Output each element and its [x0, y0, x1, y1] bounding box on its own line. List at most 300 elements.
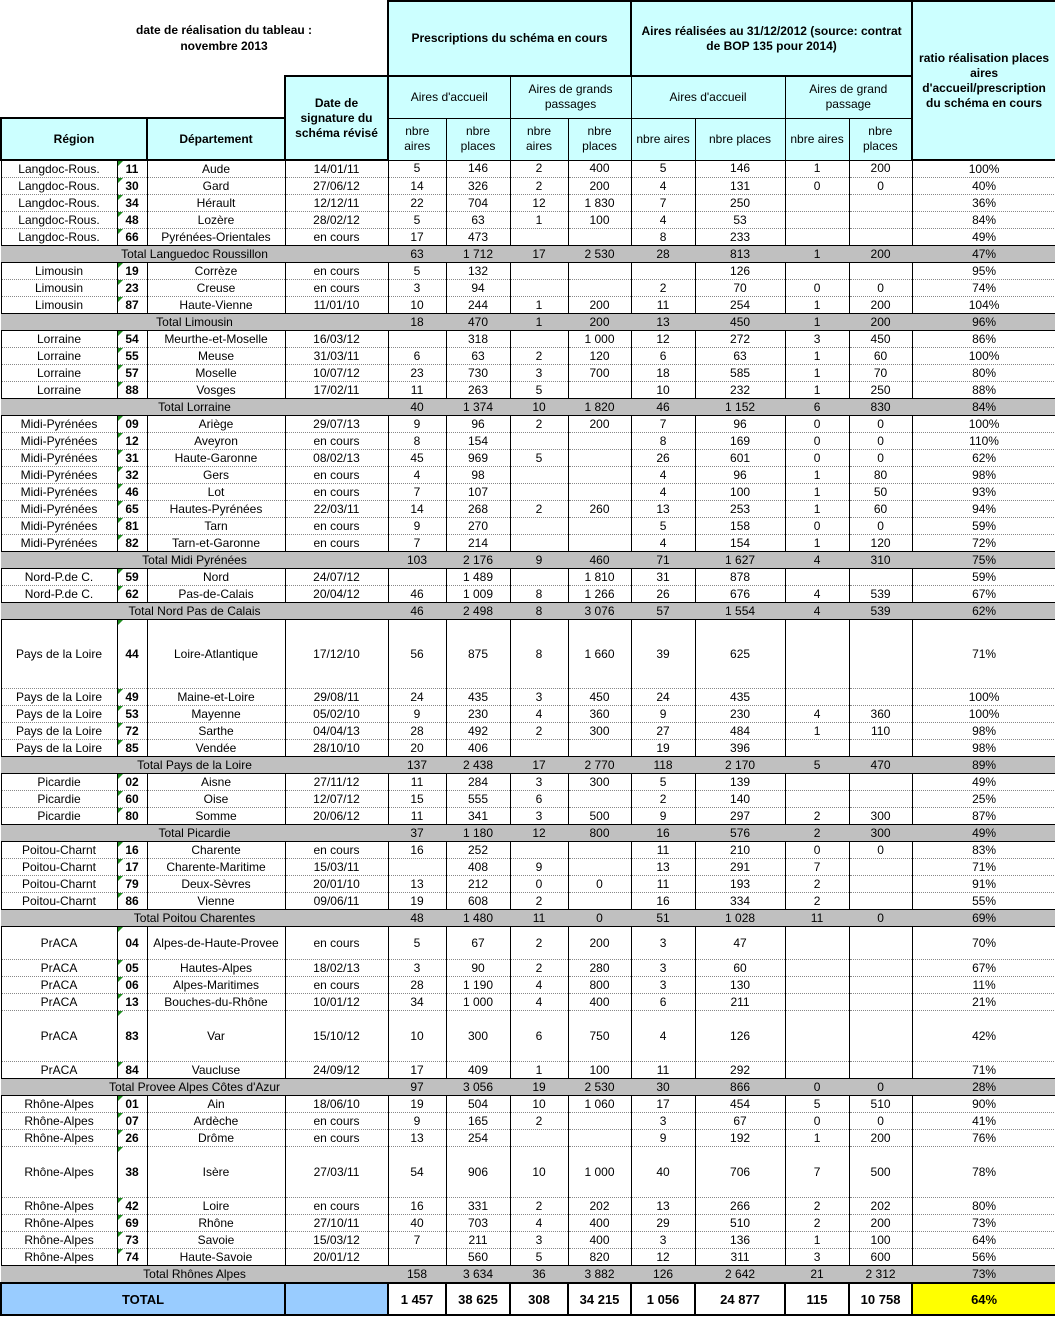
gp-cell: 300 — [568, 774, 631, 791]
signature-date-cell: 15/10/12 — [285, 1011, 388, 1062]
subtotal-label: Total Provee Alpes Côtes d'Azur — [1, 1079, 388, 1096]
region-cell: Poitou-Charnt — [1, 876, 117, 893]
pp-cell: 470 — [446, 314, 510, 331]
ra-cell: 71 — [631, 552, 695, 569]
ratio-cell: 73% — [912, 1266, 1055, 1284]
rp-cell: 158 — [695, 518, 785, 535]
gp-cell: 2 530 — [568, 1079, 631, 1096]
table-row — [1, 1249, 1055, 1266]
ga-cell — [510, 280, 568, 297]
region-cell: Pays de la Loire — [1, 723, 117, 740]
rga-cell: 0 — [785, 518, 849, 535]
ratio-cell: 71% — [912, 859, 1055, 876]
ga-cell: 9 — [510, 552, 568, 569]
rga-cell: 2 — [785, 808, 849, 825]
signature-date-cell: 10/01/12 — [285, 994, 388, 1011]
pa-cell: 40 — [388, 399, 446, 416]
rgp-cell: 360 — [849, 706, 912, 723]
rga-cell: 1 — [785, 246, 849, 263]
rgp-cell — [849, 229, 912, 246]
ra-cell: 4 — [631, 535, 695, 552]
ratio-cell: 80% — [912, 365, 1055, 382]
pa-cell: 4 — [388, 467, 446, 484]
ratio-cell: 104% — [912, 297, 1055, 314]
table-row — [1, 586, 1055, 603]
department-cell: Creuse — [147, 280, 285, 297]
rp-cell: 230 — [695, 706, 785, 723]
pa-cell: 17 — [388, 1062, 446, 1079]
table-row — [1, 501, 1055, 518]
rga-cell: 1 — [785, 484, 849, 501]
dept-number-cell: 80 — [117, 808, 147, 825]
nbre-places-header: nbre places — [446, 118, 510, 160]
department-cell: Ariège — [147, 416, 285, 433]
pp-cell: 492 — [446, 723, 510, 740]
grand-total-pa: 1 457 — [388, 1283, 446, 1315]
department-cell: Corrèze — [147, 263, 285, 280]
pp-cell: 906 — [446, 1147, 510, 1198]
ratio-cell: 83% — [912, 842, 1055, 859]
rga-cell: 4 — [785, 706, 849, 723]
dept-number-cell: 86 — [117, 893, 147, 910]
pp-cell: 67 — [446, 927, 510, 960]
rgp-cell: 470 — [849, 757, 912, 774]
table-row — [1, 263, 1055, 280]
region-cell: Limousin — [1, 280, 117, 297]
rga-cell: 0 — [785, 1113, 849, 1130]
gp-cell: 400 — [568, 160, 631, 178]
table-row — [1, 160, 1055, 178]
gp-cell — [568, 842, 631, 859]
ratio-cell: 87% — [912, 808, 1055, 825]
ratio-cell: 64% — [912, 1232, 1055, 1249]
rp-cell: 139 — [695, 774, 785, 791]
pp-cell: 318 — [446, 331, 510, 348]
rgp-cell — [849, 876, 912, 893]
department-cell: Maine-et-Loire — [147, 689, 285, 706]
rga-cell: 5 — [785, 1096, 849, 1113]
ra-cell: 4 — [631, 484, 695, 501]
prescr-grands-passages-header: Aires de grands passages — [510, 76, 631, 118]
department-cell: Aude — [147, 160, 285, 178]
rga-cell: 0 — [785, 842, 849, 859]
ra-cell: 13 — [631, 501, 695, 518]
rp-cell: 1 152 — [695, 399, 785, 416]
pa-cell: 10 — [388, 1011, 446, 1062]
pa-cell — [388, 1249, 446, 1266]
rga-cell — [785, 994, 849, 1011]
ra-cell: 13 — [631, 1198, 695, 1215]
pa-cell: 48 — [388, 910, 446, 927]
prescriptions-header: Prescriptions du schéma en cours — [388, 1, 631, 76]
signature-date-cell: en cours — [285, 1198, 388, 1215]
department-cell: Gers — [147, 467, 285, 484]
gp-cell: 2 530 — [568, 246, 631, 263]
rga-cell: 2 — [785, 893, 849, 910]
signature-date-cell: en cours — [285, 1113, 388, 1130]
signature-date-cell: 10/07/12 — [285, 365, 388, 382]
dept-number-cell: 09 — [117, 416, 147, 433]
dept-number-cell: 48 — [117, 212, 147, 229]
dept-number-cell: 49 — [117, 689, 147, 706]
table-row — [1, 706, 1055, 723]
gp-cell: 1 820 — [568, 399, 631, 416]
signature-date-cell: 12/07/12 — [285, 791, 388, 808]
table-row — [1, 280, 1055, 297]
pa-cell: 37 — [388, 825, 446, 842]
dept-number-cell: 07 — [117, 1113, 147, 1130]
ratio-cell: 89% — [912, 757, 1055, 774]
pp-cell: 212 — [446, 876, 510, 893]
rga-cell: 0 — [785, 450, 849, 467]
gp-cell: 800 — [568, 977, 631, 994]
ga-cell: 17 — [510, 246, 568, 263]
pa-cell: 56 — [388, 620, 446, 689]
ra-cell: 13 — [631, 859, 695, 876]
department-cell: Alpes-Maritimes — [147, 977, 285, 994]
rgp-cell: 0 — [849, 518, 912, 535]
rp-cell: 676 — [695, 586, 785, 603]
rga-cell: 2 — [785, 825, 849, 842]
rgp-cell: 202 — [849, 1198, 912, 1215]
subtotal-row — [1, 1079, 1055, 1096]
ratio-cell: 71% — [912, 1062, 1055, 1079]
grand-total-ra: 1 056 — [631, 1283, 695, 1315]
gp-cell: 1 000 — [568, 1147, 631, 1198]
ra-cell: 12 — [631, 331, 695, 348]
rga-cell: 1 — [785, 535, 849, 552]
region-cell: Poitou-Charnt — [1, 893, 117, 910]
ga-cell: 1 — [510, 314, 568, 331]
rp-cell: 169 — [695, 433, 785, 450]
pp-cell: 331 — [446, 1198, 510, 1215]
ratio-cell: 72% — [912, 535, 1055, 552]
rgp-cell: 500 — [849, 1147, 912, 1198]
rp-cell: 291 — [695, 859, 785, 876]
grand-total-pp: 38 625 — [446, 1283, 510, 1315]
ra-cell: 28 — [631, 246, 695, 263]
region-cell: Rhône-Alpes — [1, 1130, 117, 1147]
ratio-cell: 42% — [912, 1011, 1055, 1062]
gp-cell: 460 — [568, 552, 631, 569]
pp-cell: 1 374 — [446, 399, 510, 416]
ra-cell: 16 — [631, 893, 695, 910]
gp-cell: 800 — [568, 825, 631, 842]
table-row — [1, 1147, 1055, 1198]
pp-cell: 504 — [446, 1096, 510, 1113]
dept-number-cell: 11 — [117, 160, 147, 178]
rga-cell: 0 — [785, 178, 849, 195]
subtotal-row — [1, 910, 1055, 927]
ga-cell: 10 — [510, 1096, 568, 1113]
ga-cell: 5 — [510, 450, 568, 467]
rp-cell: 154 — [695, 535, 785, 552]
ratio-cell: 110% — [912, 433, 1055, 450]
rga-cell: 7 — [785, 859, 849, 876]
rp-cell: 210 — [695, 842, 785, 859]
department-cell: Nord — [147, 569, 285, 586]
rp-cell: 2 170 — [695, 757, 785, 774]
department-cell: Hérault — [147, 195, 285, 212]
grand-total-ratio: 64% — [912, 1283, 1055, 1315]
gp-cell: 400 — [568, 994, 631, 1011]
pp-cell: 1 712 — [446, 246, 510, 263]
rgp-cell: 50 — [849, 484, 912, 501]
region-cell: Poitou-Charnt — [1, 842, 117, 859]
region-cell: Rhône-Alpes — [1, 1232, 117, 1249]
rga-cell: 2 — [785, 1198, 849, 1215]
gp-cell — [568, 791, 631, 808]
signature-date-cell: 24/07/12 — [285, 569, 388, 586]
table-row — [1, 774, 1055, 791]
rp-cell: 297 — [695, 808, 785, 825]
rgp-cell — [849, 1011, 912, 1062]
rga-cell — [785, 774, 849, 791]
pa-cell: 16 — [388, 842, 446, 859]
rgp-cell: 250 — [849, 382, 912, 399]
ra-cell: 13 — [631, 314, 695, 331]
subtotal-label: Total Picardie — [1, 825, 388, 842]
region-cell: Langdoc-Rous. — [1, 195, 117, 212]
signature-date-cell: 11/01/10 — [285, 297, 388, 314]
pa-cell: 5 — [388, 263, 446, 280]
pa-cell: 13 — [388, 876, 446, 893]
rgp-cell: 539 — [849, 603, 912, 620]
rgp-cell: 310 — [849, 552, 912, 569]
ga-cell — [510, 1130, 568, 1147]
gp-cell: 100 — [568, 212, 631, 229]
region-cell: Pays de la Loire — [1, 620, 117, 689]
pa-cell: 19 — [388, 1096, 446, 1113]
grand-total-rp: 24 877 — [695, 1283, 785, 1315]
pp-cell: 263 — [446, 382, 510, 399]
rp-cell: 250 — [695, 195, 785, 212]
ratio-cell: 74% — [912, 280, 1055, 297]
ratio-cell: 100% — [912, 689, 1055, 706]
signature-date-cell: 12/12/11 — [285, 195, 388, 212]
departement-header: Département — [147, 118, 285, 160]
ratio-cell: 94% — [912, 501, 1055, 518]
ratio-cell: 55% — [912, 893, 1055, 910]
pp-cell: 96 — [446, 416, 510, 433]
signature-date-cell: 16/03/12 — [285, 331, 388, 348]
rgp-cell — [849, 263, 912, 280]
region-cell: Midi-Pyrénées — [1, 535, 117, 552]
rga-cell: 1 — [785, 382, 849, 399]
dept-number-cell: 53 — [117, 706, 147, 723]
rgp-cell: 200 — [849, 246, 912, 263]
department-cell: Vosges — [147, 382, 285, 399]
rp-cell: 140 — [695, 791, 785, 808]
department-cell: Var — [147, 1011, 285, 1062]
signature-date-cell: 15/03/11 — [285, 859, 388, 876]
pa-cell: 15 — [388, 791, 446, 808]
ra-cell: 2 — [631, 791, 695, 808]
pa-cell: 3 — [388, 280, 446, 297]
pa-cell: 34 — [388, 994, 446, 1011]
pp-cell: 704 — [446, 195, 510, 212]
gp-cell — [568, 893, 631, 910]
dept-number-cell: 44 — [117, 620, 147, 689]
signature-date-cell: 27/11/12 — [285, 774, 388, 791]
ga-cell — [510, 433, 568, 450]
ratio-cell: 69% — [912, 910, 1055, 927]
dept-number-cell: 23 — [117, 280, 147, 297]
ratio-cell: 49% — [912, 825, 1055, 842]
subtotal-row — [1, 603, 1055, 620]
ratio-cell: 11% — [912, 977, 1055, 994]
dept-number-cell: 84 — [117, 1062, 147, 1079]
pp-cell: 875 — [446, 620, 510, 689]
nbre-places-header: nbre places — [568, 118, 631, 160]
rp-cell: 266 — [695, 1198, 785, 1215]
pa-cell: 28 — [388, 977, 446, 994]
rga-cell: 0 — [785, 416, 849, 433]
dept-number-cell: 79 — [117, 876, 147, 893]
table-row — [1, 229, 1055, 246]
region-cell: Rhône-Alpes — [1, 1113, 117, 1130]
gp-cell: 1 060 — [568, 1096, 631, 1113]
rga-cell: 0 — [785, 280, 849, 297]
signature-date-cell: 27/10/11 — [285, 1215, 388, 1232]
ratio-cell: 59% — [912, 518, 1055, 535]
gp-cell: 3 882 — [568, 1266, 631, 1284]
rga-cell — [785, 212, 849, 229]
rga-cell: 2 — [785, 876, 849, 893]
pa-cell: 22 — [388, 195, 446, 212]
table-row — [1, 178, 1055, 195]
ratio-cell: 84% — [912, 399, 1055, 416]
ra-cell: 3 — [631, 1113, 695, 1130]
rp-cell: 625 — [695, 620, 785, 689]
ga-cell: 5 — [510, 382, 568, 399]
table-row — [1, 994, 1055, 1011]
subtotal-label: Total Midi Pyrénées — [1, 552, 388, 569]
pp-cell: 608 — [446, 893, 510, 910]
table-row — [1, 1198, 1055, 1215]
dept-number-cell: 26 — [117, 1130, 147, 1147]
pp-cell: 408 — [446, 859, 510, 876]
dept-number-cell: 01 — [117, 1096, 147, 1113]
ra-cell: 5 — [631, 160, 695, 178]
department-cell: Charente-Maritime — [147, 859, 285, 876]
rp-cell: 100 — [695, 484, 785, 501]
department-cell: Aisne — [147, 774, 285, 791]
table-row — [1, 842, 1055, 859]
pa-cell: 46 — [388, 603, 446, 620]
table-row — [1, 433, 1055, 450]
subtotal-label: Total Limousin — [1, 314, 388, 331]
dept-number-cell: 16 — [117, 842, 147, 859]
ratio-cell: 76% — [912, 1130, 1055, 1147]
pa-cell — [388, 569, 446, 586]
ga-cell: 2 — [510, 723, 568, 740]
subtotal-label: Total Rhônes Alpes — [1, 1266, 388, 1284]
signature-date-cell: en cours — [285, 1130, 388, 1147]
dept-number-cell: 66 — [117, 229, 147, 246]
rgp-cell: 0 — [849, 1113, 912, 1130]
pp-cell: 63 — [446, 212, 510, 229]
dept-number-cell: 69 — [117, 1215, 147, 1232]
rgp-cell: 80 — [849, 467, 912, 484]
gp-cell: 1 810 — [568, 569, 631, 586]
ratio-cell: 100% — [912, 160, 1055, 178]
pa-cell: 9 — [388, 518, 446, 535]
pa-cell: 5 — [388, 927, 446, 960]
pa-cell: 11 — [388, 382, 446, 399]
gp-cell: 1 266 — [568, 586, 631, 603]
table-row — [1, 620, 1055, 689]
ra-cell: 46 — [631, 399, 695, 416]
dept-number-cell: 46 — [117, 484, 147, 501]
dept-number-cell: 88 — [117, 382, 147, 399]
table-row — [1, 331, 1055, 348]
pp-cell: 254 — [446, 1130, 510, 1147]
rgp-cell — [849, 994, 912, 1011]
rp-cell: 1 028 — [695, 910, 785, 927]
region-cell: Pays de la Loire — [1, 689, 117, 706]
table-row — [1, 569, 1055, 586]
rga-cell: 0 — [785, 1079, 849, 1096]
signature-date-cell: 29/07/13 — [285, 416, 388, 433]
ra-cell: 16 — [631, 825, 695, 842]
region-cell: Limousin — [1, 297, 117, 314]
table-row — [1, 1130, 1055, 1147]
rgp-cell: 200 — [849, 297, 912, 314]
region-cell: PrACA — [1, 994, 117, 1011]
pa-cell: 19 — [388, 893, 446, 910]
pa-cell: 5 — [388, 212, 446, 229]
rga-cell — [785, 195, 849, 212]
rgp-cell — [849, 791, 912, 808]
dept-number-cell: 72 — [117, 723, 147, 740]
table-row — [1, 1232, 1055, 1249]
pa-cell: 3 — [388, 960, 446, 977]
department-cell: Drôme — [147, 1130, 285, 1147]
signature-date-cell: 18/06/10 — [285, 1096, 388, 1113]
pp-cell: 555 — [446, 791, 510, 808]
rgp-cell: 0 — [849, 450, 912, 467]
gp-cell: 260 — [568, 501, 631, 518]
rgp-cell: 100 — [849, 1232, 912, 1249]
ra-cell: 30 — [631, 1079, 695, 1096]
rga-cell — [785, 740, 849, 757]
ratio-cell: 98% — [912, 740, 1055, 757]
grand-total-ga: 308 — [510, 1283, 568, 1315]
pa-cell: 10 — [388, 297, 446, 314]
nbre-aires-header: nbre aires — [388, 118, 446, 160]
rga-cell — [785, 263, 849, 280]
ratio-header: ratio réalisation places aires d'accueil/prescription du schéma en cours — [912, 1, 1055, 160]
region-header: Région — [1, 118, 147, 160]
rgp-cell — [849, 569, 912, 586]
pa-cell: 7 — [388, 1232, 446, 1249]
grand-total-rgp: 10 758 — [849, 1283, 912, 1315]
department-cell: Haute-Savoie — [147, 1249, 285, 1266]
rgp-cell: 450 — [849, 331, 912, 348]
region-cell: Lorraine — [1, 348, 117, 365]
ratio-cell: 88% — [912, 382, 1055, 399]
table-row — [1, 893, 1055, 910]
ratio-cell: 41% — [912, 1113, 1055, 1130]
pa-cell — [388, 331, 446, 348]
pp-cell: 230 — [446, 706, 510, 723]
ga-cell: 2 — [510, 416, 568, 433]
ra-cell: 11 — [631, 876, 695, 893]
region-cell: Midi-Pyrénées — [1, 484, 117, 501]
table-row — [1, 740, 1055, 757]
ra-cell: 40 — [631, 1147, 695, 1198]
